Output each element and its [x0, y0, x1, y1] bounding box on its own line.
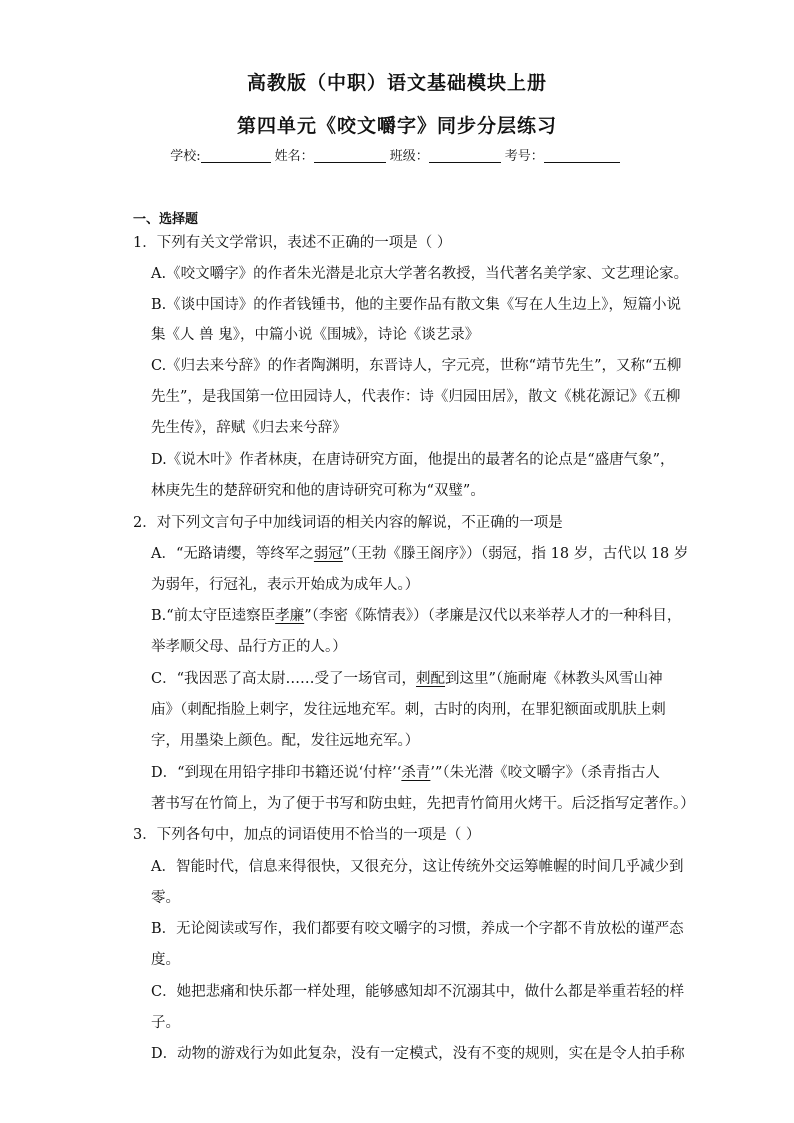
q2-option-a-line2: 为弱年，行冠礼，表示开始成为成年人。）	[151, 577, 420, 593]
name-field[interactable]	[314, 148, 386, 163]
q3-option-b-line1: B．无论阅读或写作，我们都要有咬文嚼字的习惯，养成一个字都不肯放松的谨严态	[151, 921, 684, 937]
name-label: 姓名：	[274, 149, 314, 164]
q3-option-a-line2: 零。	[151, 890, 180, 906]
q1-option-c-line1: C.《归去来兮辞》的作者陶渊明，东晋诗人，字元亮，世称“靖节先生”，又称“五柳	[151, 358, 682, 374]
q2-stem: 2．对下列文言句子中加线词语的相关内容的解说，不正确的一项是	[133, 515, 563, 531]
document-subtitle: 第四单元《咬文嚼字》同步分层练习	[236, 115, 557, 137]
school-field[interactable]	[201, 148, 271, 163]
q2-option-d-line2: 著书写在竹简上，为了便于书写和防虫蛀，先把青竹简用火烤干。后泛指写定著作。）	[151, 796, 695, 812]
q1-option-d-line2: 林庚先生的楚辞研究和他的唐诗研究可称为“双璧”。	[151, 483, 485, 499]
q1-option-b-line1: B.《谈中国诗》的作者钱锺书，他的主要作品有散文集《写在人生边上》，短篇小说	[151, 297, 682, 313]
student-info-row	[0, 145, 794, 164]
q3-option-c-line2: 子。	[151, 1015, 180, 1031]
q3-stem: 3．下列各句中，加点的词语使用不恰当的一项是（ ）	[133, 827, 481, 843]
q3-option-d-line1: D．动物的游戏行为如此复杂，没有一定模式，没有不变的规则，实在是令人拍手称	[151, 1046, 685, 1062]
q1-stem: 1．下列有关文学常识，表述不正确的一项是（ ）	[133, 235, 452, 251]
q1-option-a: A.《咬文嚼字》的作者朱光潜是北京大学著名教授，当代著名美学家、文艺理论家。	[151, 266, 689, 282]
q1-option-c-line3: 先生传》，辞赋《归去来兮辞》	[151, 420, 347, 436]
section-heading: 一、选择题	[133, 212, 199, 227]
q2-option-b-line2: 举孝顺父母、品行方正的人。）	[151, 639, 347, 655]
underlined-term: 弱冠	[313, 546, 343, 562]
class-field[interactable]	[429, 148, 501, 163]
q3-option-b-line2: 度。	[151, 952, 180, 968]
underlined-term: 刺配	[416, 671, 446, 687]
q2-option-d-line1: D．“到现在用铅字排印书籍还说‘付梓’‘杀青’”（朱光潜《咬文嚼字》（杀青指古人	[151, 765, 660, 781]
school-label: 学校:	[170, 149, 201, 164]
exam-number-label: 考号：	[504, 149, 544, 164]
q1-option-b-line2: 集《人 兽 鬼》，中篇小说《围城》，诗论《谈艺录》	[151, 327, 480, 343]
q3-option-a-line1: A．智能时代，信息来得很快，又很充分，这让传统外交运筹帷幄的时间几乎减少到	[151, 859, 684, 875]
q2-option-b-line1: B.“前太守臣逵察臣孝廉”（李密《陈情表》）（孝廉是汉代以来举荐人才的一种科目，	[151, 608, 682, 624]
exam-number-field[interactable]	[544, 148, 620, 163]
class-label: 班级：	[389, 149, 429, 164]
q2-option-c-line1: C．“我因恶了高太尉……受了一场官司，刺配到这里”（施耐庵《林教头风雪山神	[151, 671, 663, 687]
q2-option-c-line2: 庙》（刺配指脸上刺字，发往远地充军。刺，古时的肉刑，在罪犯额面或肌肤上刺	[151, 702, 666, 718]
underlined-term: 孝廉	[275, 608, 305, 624]
underlined-term: 杀青	[401, 765, 431, 781]
document-title: 高教版（中职）语文基础模块上册	[246, 72, 547, 94]
q2-option-a-line1: A．“无路请缨，等终军之弱冠”（王勃《滕王阁序》）（弱冠，指 18 岁，古代以 18 岁	[151, 546, 689, 562]
q2-option-c-line3: 字，用墨染上颜色。配，发往远地充军。）	[151, 733, 420, 749]
q1-option-c-line2: 先生”，是我国第一位田园诗人，代表作：诗《归园田居》，散文《桃花源记》《五柳	[151, 389, 681, 405]
q1-option-d-line1: D.《说木叶》作者林庚，在唐诗研究方面，他提出的最著名的论点是“盛唐气象”，	[151, 452, 675, 468]
q3-option-c-line1: C．她把悲痛和快乐都一样处理，能够感知却不沉溺其中，做什么都是举重若轻的样	[151, 984, 685, 1000]
